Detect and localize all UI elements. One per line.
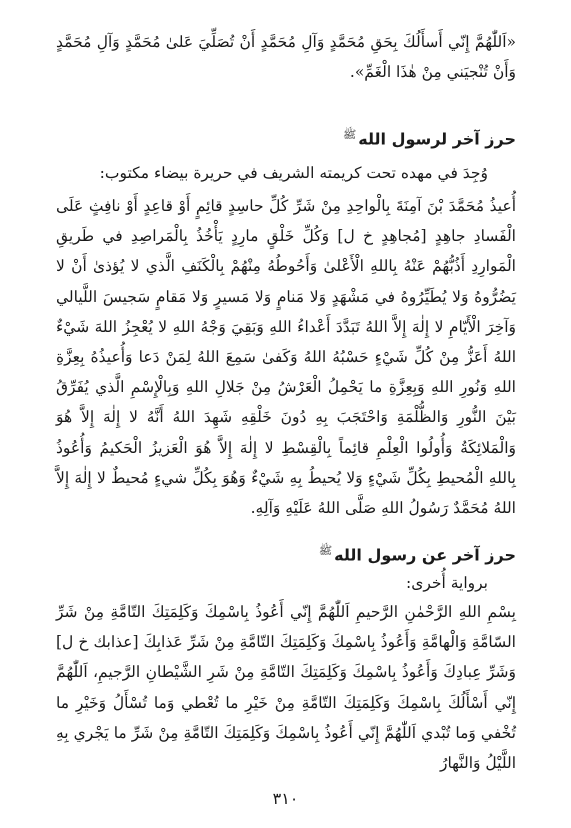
section-2-intro: برواية أُخرى: [405, 574, 488, 592]
salawat-symbol: ﷺ [342, 128, 357, 141]
section-1-intro: وُجِدَ في مهده تحت كريمته الشريف في حريرة بيضاء مكتوب: [99, 164, 488, 182]
section-1-text: أُعيذُ مُحَمَّدَ بْنَ آمِنَةَ بِالْواحِدِ مِنْ شَرِّ كُلِّ حاسِدٍ قائِمٍ أَوْ قاعِدٍ أَوْ نافِثٍ عَلَى الْفَسادِ جاهِدٍ [مُجاهِدٍ خ ل] وَكُلِّ خَلْقٍ مارِدٍ يَأْخُذُ بِالْمَراصِدِ في طَريقِ الْمَوارِدِ أَذُبُّهُمْ عَنْهُ بِاللهِ الْأَعْلىٰ وَأَحُوطُهُ مِنْهُمْ بِالْكَنَفِ الَّذي لا يُؤذىٰ أَنْ لا يَضُرُّوهُ وَلا يُطَيِّرُوهُ في مَشْهَدٍ وَلا مَنامٍ وَلا مَسيرٍ وَلا مَقامٍ سَجيسَ اللَّيالي وَآخِرَ الْأَيّامِ لا إِلٰهَ إِلاَّ اللهُ تَبَدَّدَ أَعْداءُ اللهِ وَبَقِيَ وَجْهُ اللهِ لا يُعْجِزُ اللهَ شَيْءٌ اللهُ أَعَزُّ مِنْ كُلِّ شَيْءٍ حَسْبُهُ اللهُ وَكَفىٰ سَمِعَ اللهُ لِمَنْ دَعا وَأُعيذُهُ بِعِزَّةِ اللهِ وَنُورِ اللهِ وَبِعِزَّةِ ما يَحْمِلُ الْعَرْشُ مِنْ جَلالِ اللهِ وَبِالْإِسْمِ الَّذي يُفَرِّقُ بَيْنَ النُّورِ وَالظُّلْمَةِ وَاحْتَجَبَ بِهِ دُونَ خَلْقِهِ شَهِدَ اللهُ أَنَّهُ لا إِلٰهَ إِلاَّ هُوَ وَالْمَلائِكَةُ وَأُولُوا الْعِلْمِ قائِماً بِالْقِسْطِ لا إِلٰهَ إِلاَّ هُوَ الْعَزيزُ الْحَكيمُ وَأُعُوذُ بِاللهِ الْمُحيطِ بِكُلِّ شَيْءٍ وَلا يُحيطُ بِهِ شَيْءٌ وَهُوَ بِكُلِّ شيءٍ مُحيطٌ لا إِلٰهَ إِلاَّ اللهُ مُحَمَّدٌ رَسُولُ اللهِ صَلَّى اللهُ عَلَيْهِ وَآلِهِ. [56, 197, 516, 518]
page-number: ٣١٠ [272, 789, 299, 808]
section-heading-1 [56, 123, 516, 151]
section-heading-1-text: حرز آخر لرسول الله [358, 129, 516, 149]
section-heading-2 [56, 539, 516, 567]
opening-prayer: «اَللّٰهُمَّ إِنّي أَسأَلُكَ بِحَقِ مُحَمَّدٍ وَآلِ مُحَمَّدٍ أَنْ تُصَلِّيَ عَلىٰ مُحَمَّدٍ وَآلِ مُحَمَّدٍ وَأَنْ تُنْجيَني مِنْ هٰذَا الْغَمِّ». [56, 33, 516, 82]
section-heading-2-text: حرز آخر عن رسول الله [334, 545, 516, 565]
section-2-text: بِسْمِ اللهِ الرَّحْمٰنِ الرَّحيمِ اَللّٰهُمَّ إِنّي أَعُوذُ بِاسْمِكَ وَكَلِمَتِكَ التّامَّةِ مِنْ شَرِّ السّامَّةِ وَالْهامَّةِ وَأَعُوذُ بِاسْمِكَ وَكَلِمَتِكَ التّامَّةِ مِنْ شَرِّ عَذابِكَ [عذابك خ ل] وَشَرِّ عِبادِكَ وَأَعُوذُ بِاسْمِكَ وَكَلِمَتِكَ التّامَّةِ مِنْ شَرِ الشَّيْطانِ الرَّجيمِ، اَللّٰهُمَّ إِنّي أَسْأَلُكَ بِاسْمِكَ وَكَلِمَتِكَ التّامَّةِ مِنْ خَيْرِ ما تُعْطي وَما تُسْأَلُ وَخَيْرِ ما تُخْفي وَما تُبْدي اَللّٰهُمَّ إِنّي أَعُوذُ بِاسْمِكَ وَكَلِمَتِكَ التّامَّةِ مِنْ شَرِّ ما يَجْري بِهِ اللَّيْلُ وَالنَّهارُ [56, 603, 516, 773]
salawat-symbol: ﷺ [318, 544, 333, 557]
